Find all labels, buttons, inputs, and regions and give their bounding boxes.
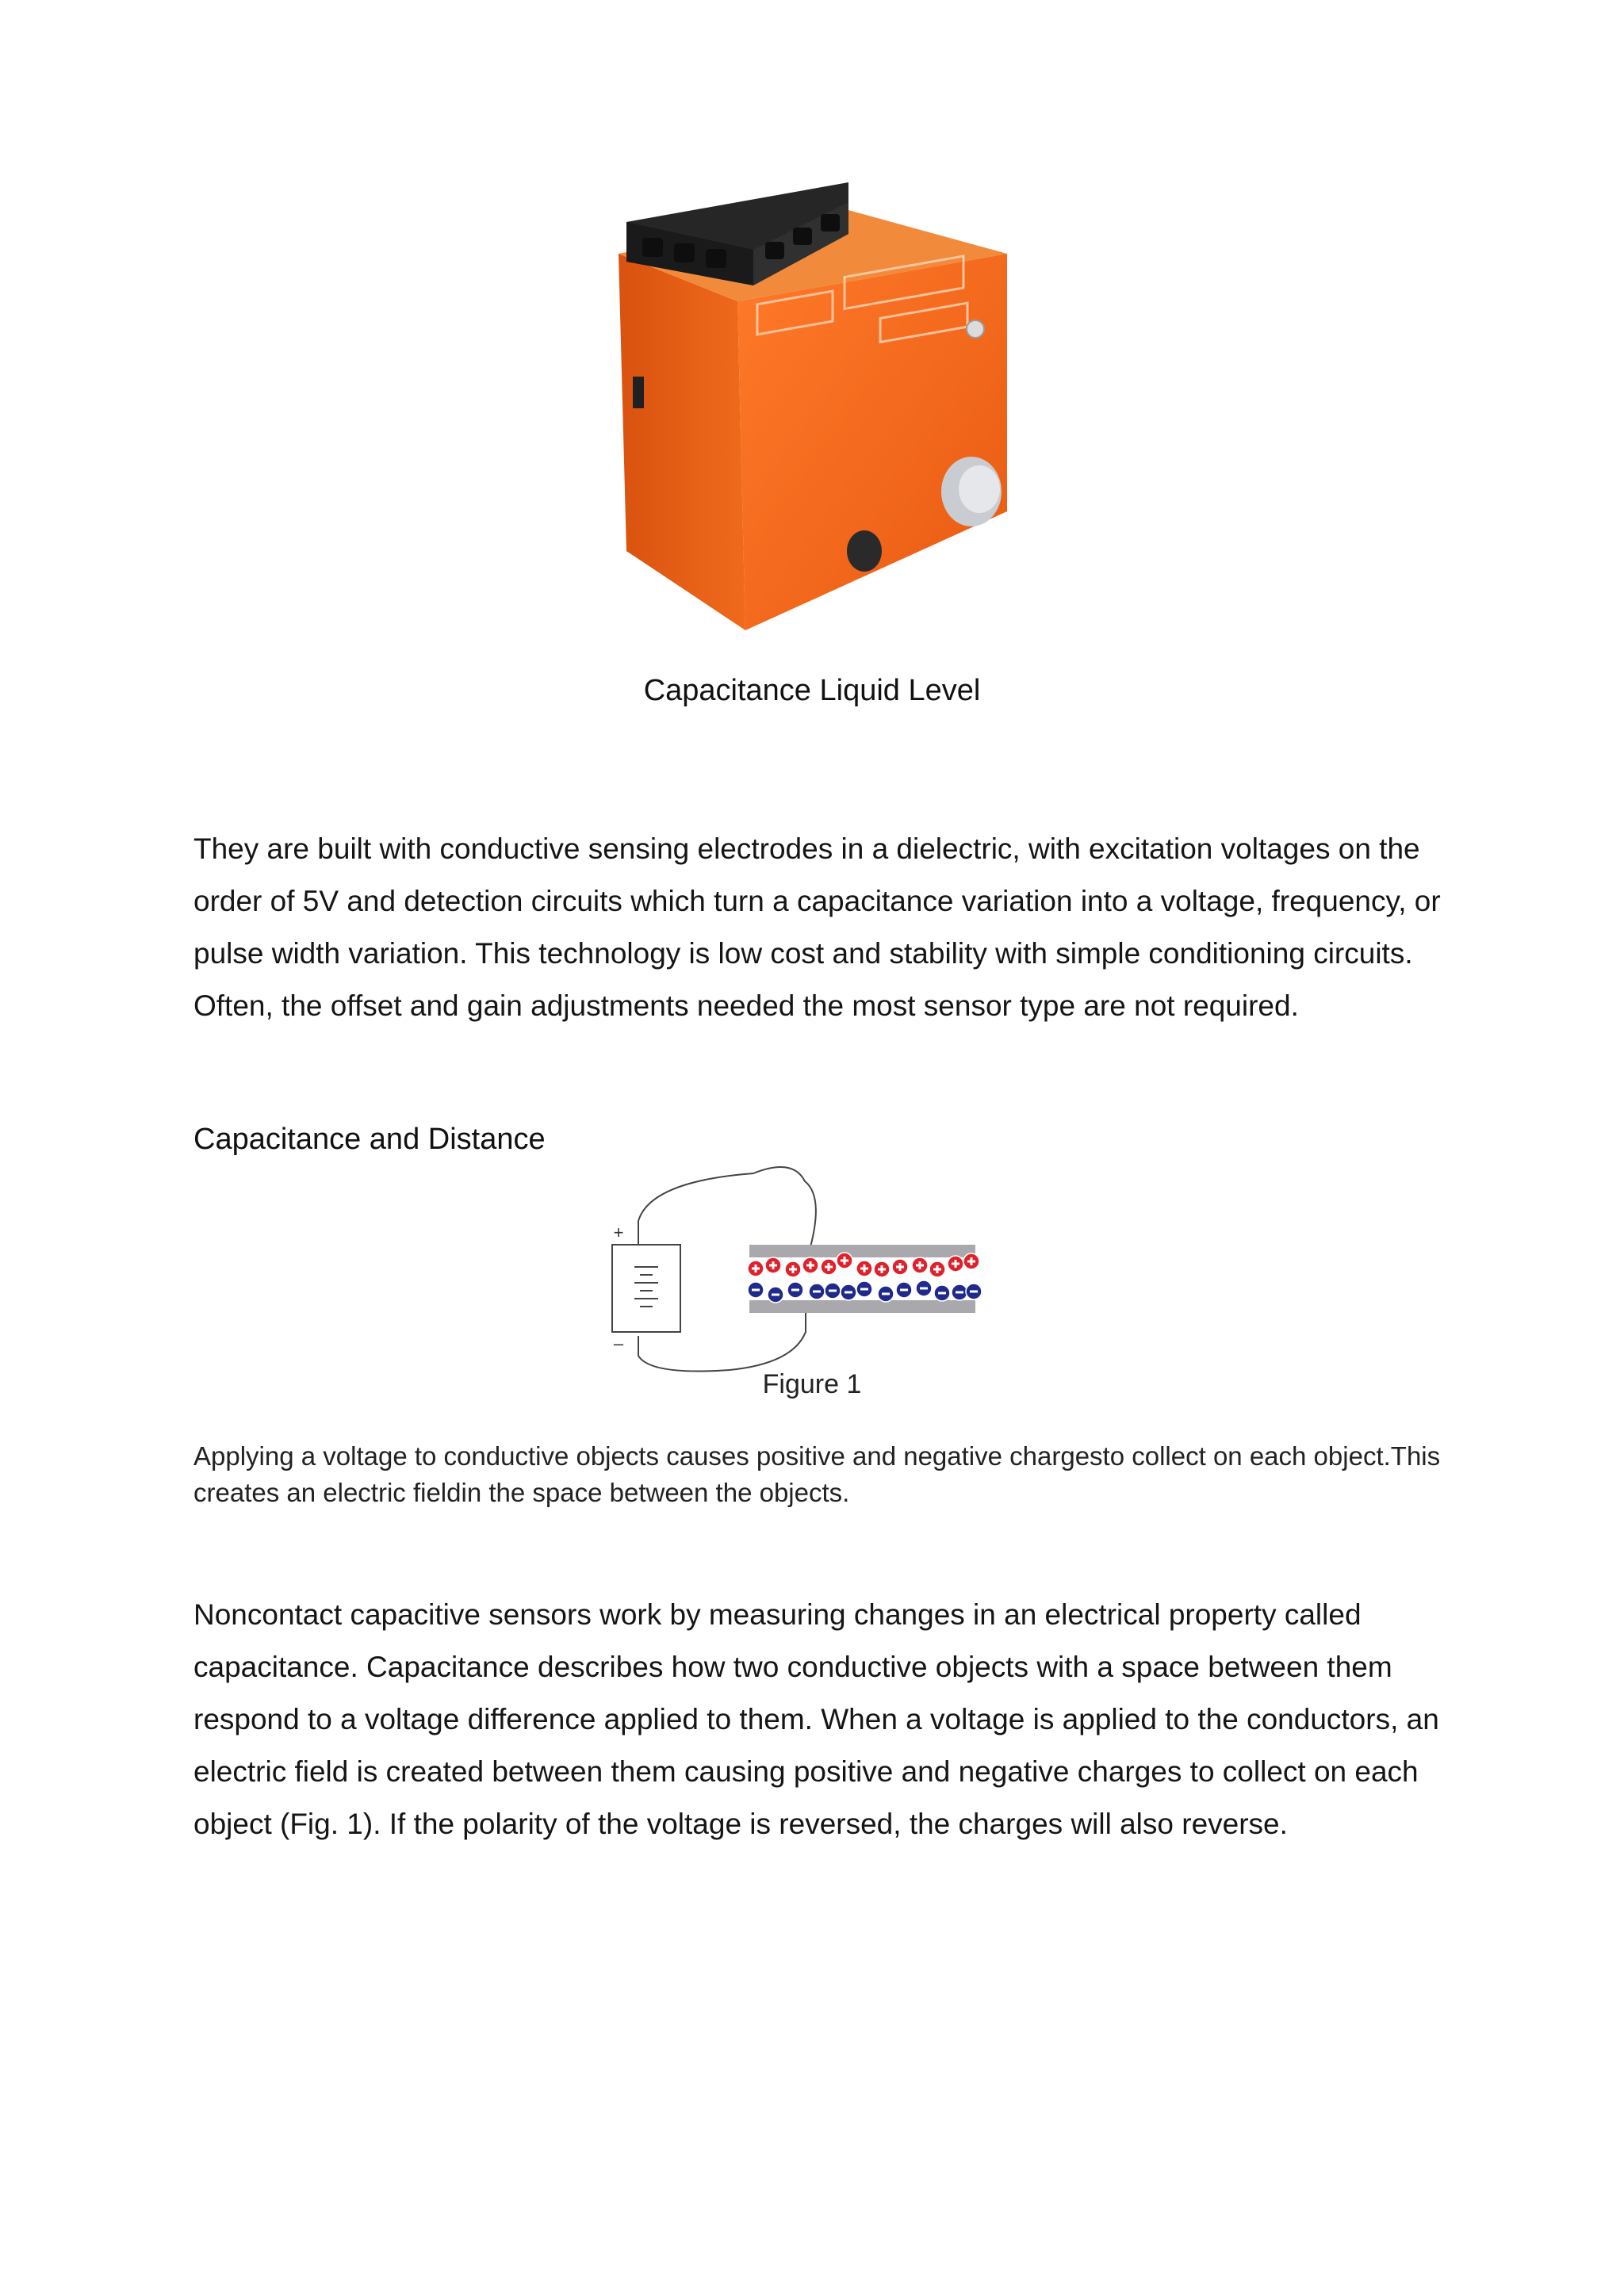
image-caption: Capacitance Liquid Level <box>643 674 981 707</box>
section-heading: Capacitance and Distance <box>193 1123 546 1156</box>
top-plate <box>749 1245 975 1257</box>
level-relay-photo <box>595 178 1039 642</box>
capacitance-paragraph: Noncontact capacitive sensors work by measuring changes in an electrical property called capacitance. Capacitance describes how two conductive objects with a space between them respond to a voltage difference applied to them. When a voltage is applied to the conductors, an electric field is created between them causing positive and negative charges to collect on each object (Fig. 1). If the polarity of the voltage is reversed, the charges will also reverse. <box>193 1598 1439 1840</box>
intro-paragraph: They are built with conductive sensing electrodes in a dielectric, with excitation voltages on the order of 5V and detection circuits which turn a capacitance variation into a voltage, frequency, or pulse width variation. This technology is low cost and stability with simple conditioning circuits. Often, the offset and gain adjustments needed the most sensor type are not required. <box>193 832 1441 1022</box>
battery-plus-sign: + <box>613 1223 624 1242</box>
capacitor-circuit-diagram <box>603 1165 1031 1376</box>
battery-body <box>612 1245 680 1332</box>
battery-minus-sign: – <box>613 1334 624 1353</box>
upper-wire <box>638 1167 816 1253</box>
negative-charges <box>748 1280 982 1303</box>
figure-label: Figure 1 <box>762 1369 862 1399</box>
figure-description: Applying a voltage to conductive objects causes positive and negative chargesto collect on each object.This creates an electric fieldin the space between the objects. <box>193 1441 1441 1507</box>
bottom-plate <box>749 1300 975 1313</box>
